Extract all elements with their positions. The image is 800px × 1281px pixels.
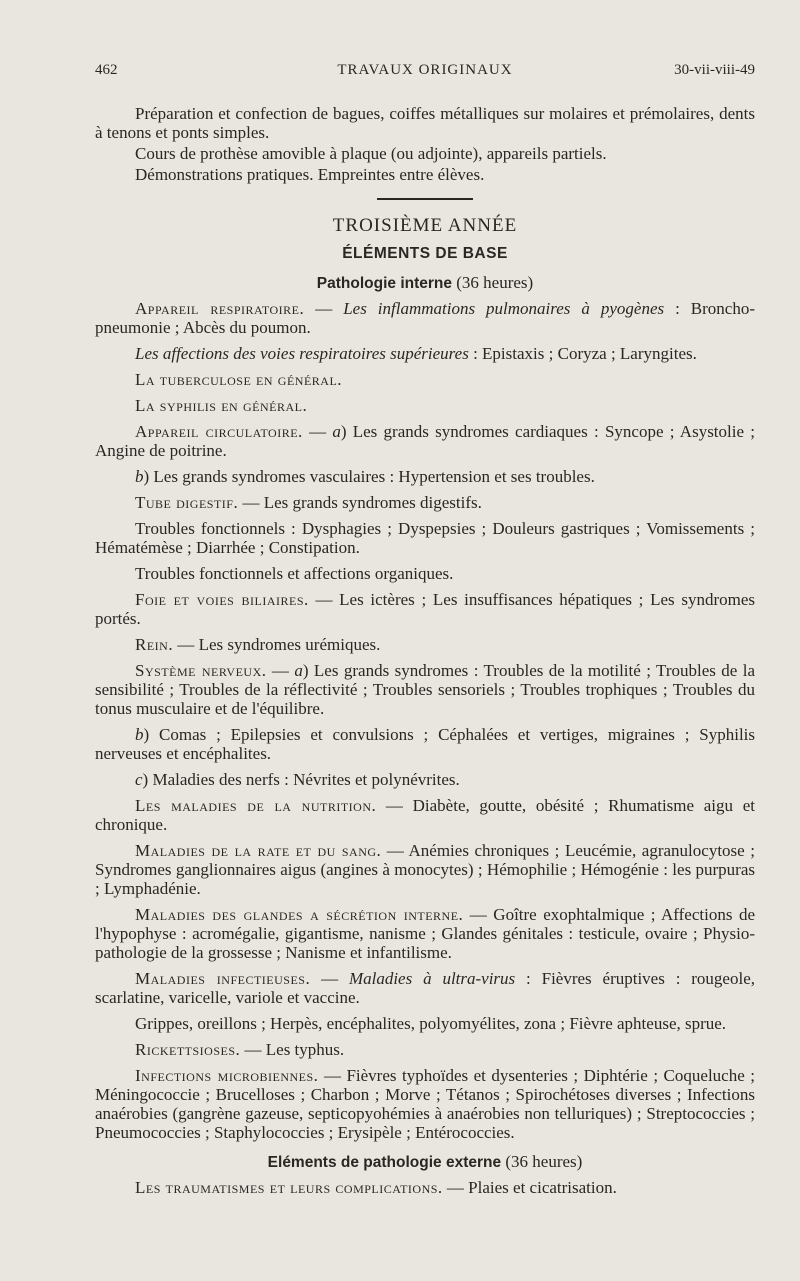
heading-tube-digestif: Tube digestif. <box>135 493 239 512</box>
italic-voies-respiratoires: Les affections des voies respiratoires supérieures <box>135 344 469 363</box>
pathologie-externe-heading <box>95 1152 755 1172</box>
dash: — <box>266 661 295 680</box>
section-divider <box>377 198 473 200</box>
paragraph-syphilis <box>95 396 755 415</box>
heading-appareil-respiratoire: Appareil respiratoire. <box>135 299 305 318</box>
pathologie-interne-heading <box>95 273 755 293</box>
heading-tuberculose: La tuberculose en général. <box>135 370 343 389</box>
pathologie-interne-title: Pathologie interne <box>316 275 452 292</box>
text-rickettsioses: — Les typhus. <box>240 1040 345 1059</box>
heading-glandes: Maladies des glandes a sécrétion interne. <box>135 905 464 924</box>
paragraph-rickettsioses <box>95 1040 755 1059</box>
dash: — <box>310 969 349 988</box>
paragraph-tuberculose <box>95 370 755 389</box>
intro-paragraph-3: Démonstrations pratiques. Empreintes entre élèves. <box>135 165 485 184</box>
text-nerfs: ) Maladies des nerfs : Névrites et polynévrites. <box>142 770 460 789</box>
heading-traumatismes: Les traumatismes et leurs complications. <box>135 1178 443 1197</box>
paragraph-appareil-respiratoire <box>95 299 755 337</box>
paragraph-tube-digestif <box>95 493 755 512</box>
text-foie: — Les ictères ; Les insuffisances hépatiques ; Les syndromes portés. <box>95 590 755 628</box>
paragraph-voies-respiratoires <box>95 344 755 363</box>
paragraph-comas <box>95 725 755 763</box>
item-letter-b: b <box>135 467 144 486</box>
pathologie-interne-hours: (36 heures) <box>452 273 534 292</box>
paragraph-traumatismes <box>95 1178 755 1197</box>
page-header <box>95 62 755 84</box>
paragraph-nutrition <box>95 796 755 834</box>
text-tube-digestif: — Les grands syndromes digestifs. <box>238 493 482 512</box>
paragraph-syndromes-vasculaires <box>95 467 755 486</box>
pathologie-externe-title: Eléments de pathologie externe <box>267 1154 502 1171</box>
text-rein: — Les syndromes urémiques. <box>173 635 381 654</box>
text-comas: ) Comas ; Epilepsies et convulsions ; Céphalées et vertiges, migraines ; Syphilis nerveuses et encéphalites. <box>95 725 755 763</box>
paragraph-rate-sang <box>95 841 755 898</box>
heading-rickettsioses: Rickettsioses. <box>135 1040 241 1059</box>
heading-appareil-circulatoire: Appareil circulatoire. <box>135 422 303 441</box>
text-infections-microbiennes: — Fièvres typhoïdes et dysenteries ; Diphtérie ; Coqueluche ; Méningococcie ; Brucelloses ; Charbon ; Morve ; Tétanos ; Spirochétoses diverses ; Infections anaérobies (gangrène gazeuse, septicopyohémies à anaérobies non telluriques) ; Streptococcies ; Pneumococcies ; Staphylococcies ; Erysipèle ; Entérococcies. <box>95 1066 755 1142</box>
intro-paragraph-2: Cours de prothèse amovible à plaque (ou adjointe), appareils partiels. <box>135 144 607 163</box>
intro-paragraph-1: Préparation et confection de bagues, coiffes métalliques sur molaires et prémolaires, dents à tenons et ponts simples. <box>95 104 755 142</box>
text-appareil-circulatoire: ) Les grands syndromes cardiaques : Syncope ; Asystolie ; Angine de poitrine. <box>95 422 755 460</box>
item-letter-b: b <box>135 725 144 744</box>
heading-rein: Rein. <box>135 635 174 654</box>
document-body <box>95 104 755 1204</box>
text-syndromes-vasculaires: ) Les grands syndromes vasculaires : Hypertension et ses troubles. <box>143 467 595 486</box>
paragraph-systeme-nerveux <box>95 661 755 718</box>
base-heading: ÉLÉMENTS DE BASE <box>342 245 508 262</box>
heading-systeme-nerveux: Système nerveux. <box>135 661 267 680</box>
text-traumatismes: — Plaies et cicatrisation. <box>442 1178 617 1197</box>
text-appareil-respiratoire: : Broncho-pneumonie ; Abcès du poumon. <box>95 299 756 337</box>
italic-ultra-virus: Maladies à ultra-virus <box>348 969 516 988</box>
paragraph-rein <box>95 635 755 654</box>
heading-infections-microbiennes: Infections microbiennes. <box>135 1066 319 1085</box>
paragraph-nerfs <box>95 770 755 789</box>
text-voies-respiratoires: : Epistaxis ; Coryza ; Laryngites. <box>468 344 697 363</box>
heading-maladies-infectieuses: Maladies infectieuses. <box>135 969 311 988</box>
italic-inflammations: Les inflammations pulmonaires à pyogènes <box>343 299 665 318</box>
pathologie-externe-hours: (36 heures) <box>501 1152 583 1171</box>
item-letter-a: a <box>332 422 341 441</box>
paragraph-infections-microbiennes <box>95 1066 755 1142</box>
text-rate-sang: — Anémies chroniques ; Leucémie, agranulocytose ; Syndromes ganglionnaires aigus (angines à monocytes) ; Hémophilie ; Hémogénie : les purpuras ; Lymphadénie. <box>95 841 755 898</box>
page-number: 462 <box>95 62 118 78</box>
item-letter-a: a <box>294 661 303 680</box>
text-glandes: — Goître exophtalmique ; Affections de l'hypophyse : acromégalie, gigantisme, nanisme ; Glandes génitales : testicule, ovaire ; Physio-pathologie de la grossesse ; Nanisme et infantilisme. <box>95 905 755 962</box>
issue-date: 30-vii-viii-49 <box>674 62 755 78</box>
paragraph-grippes: Grippes, oreillons ; Herpès, encéphalites, polyomyélites, zona ; Fièvre aphteuse, sprue. <box>135 1014 727 1033</box>
year-heading: TROISIÈME ANNÉE <box>332 215 518 236</box>
dash: — <box>302 422 333 441</box>
paragraph-affections-organiques: Troubles fonctionnels et affections organiques. <box>135 564 454 583</box>
dash: — <box>304 299 344 318</box>
heading-rate-sang: Maladies de la rate et du sang. <box>135 841 382 860</box>
paragraph-glandes <box>95 905 755 962</box>
running-title: TRAVAUX ORIGINAUX <box>337 62 513 78</box>
text-maladies-infectieuses: : Fièvres éruptives : rougeole, scarlatine, varicelle, variole et vaccine. <box>95 969 755 1007</box>
heading-syphilis: La syphilis en général. <box>135 396 308 415</box>
paragraph-troubles-fonctionnels: Troubles fonctionnels : Dysphagies ; Dyspepsies ; Douleurs gastriques ; Vomissements ; Hématémèse ; Diarrhée ; Constipation. <box>95 519 755 557</box>
paragraph-maladies-infectieuses <box>95 969 755 1007</box>
paragraph-foie <box>95 590 755 628</box>
paragraph-appareil-circulatoire <box>95 422 755 460</box>
heading-nutrition: Les maladies de la nutrition. <box>135 796 377 815</box>
item-letter-c: c <box>135 770 143 789</box>
text-nutrition: — Diabète, goutte, obésité ; Rhumatisme aigu et chronique. <box>95 796 755 834</box>
text-systeme-nerveux: ) Les grands syndromes : Troubles de la motilité ; Troubles de la sensibilité ; Troubles de la réflectivité ; Troubles sensoriels ; Troubles trophiques ; Troubles du tonus musculaire et de l'équilibre. <box>95 661 756 718</box>
heading-foie: Foie et voies biliaires. <box>135 590 309 609</box>
